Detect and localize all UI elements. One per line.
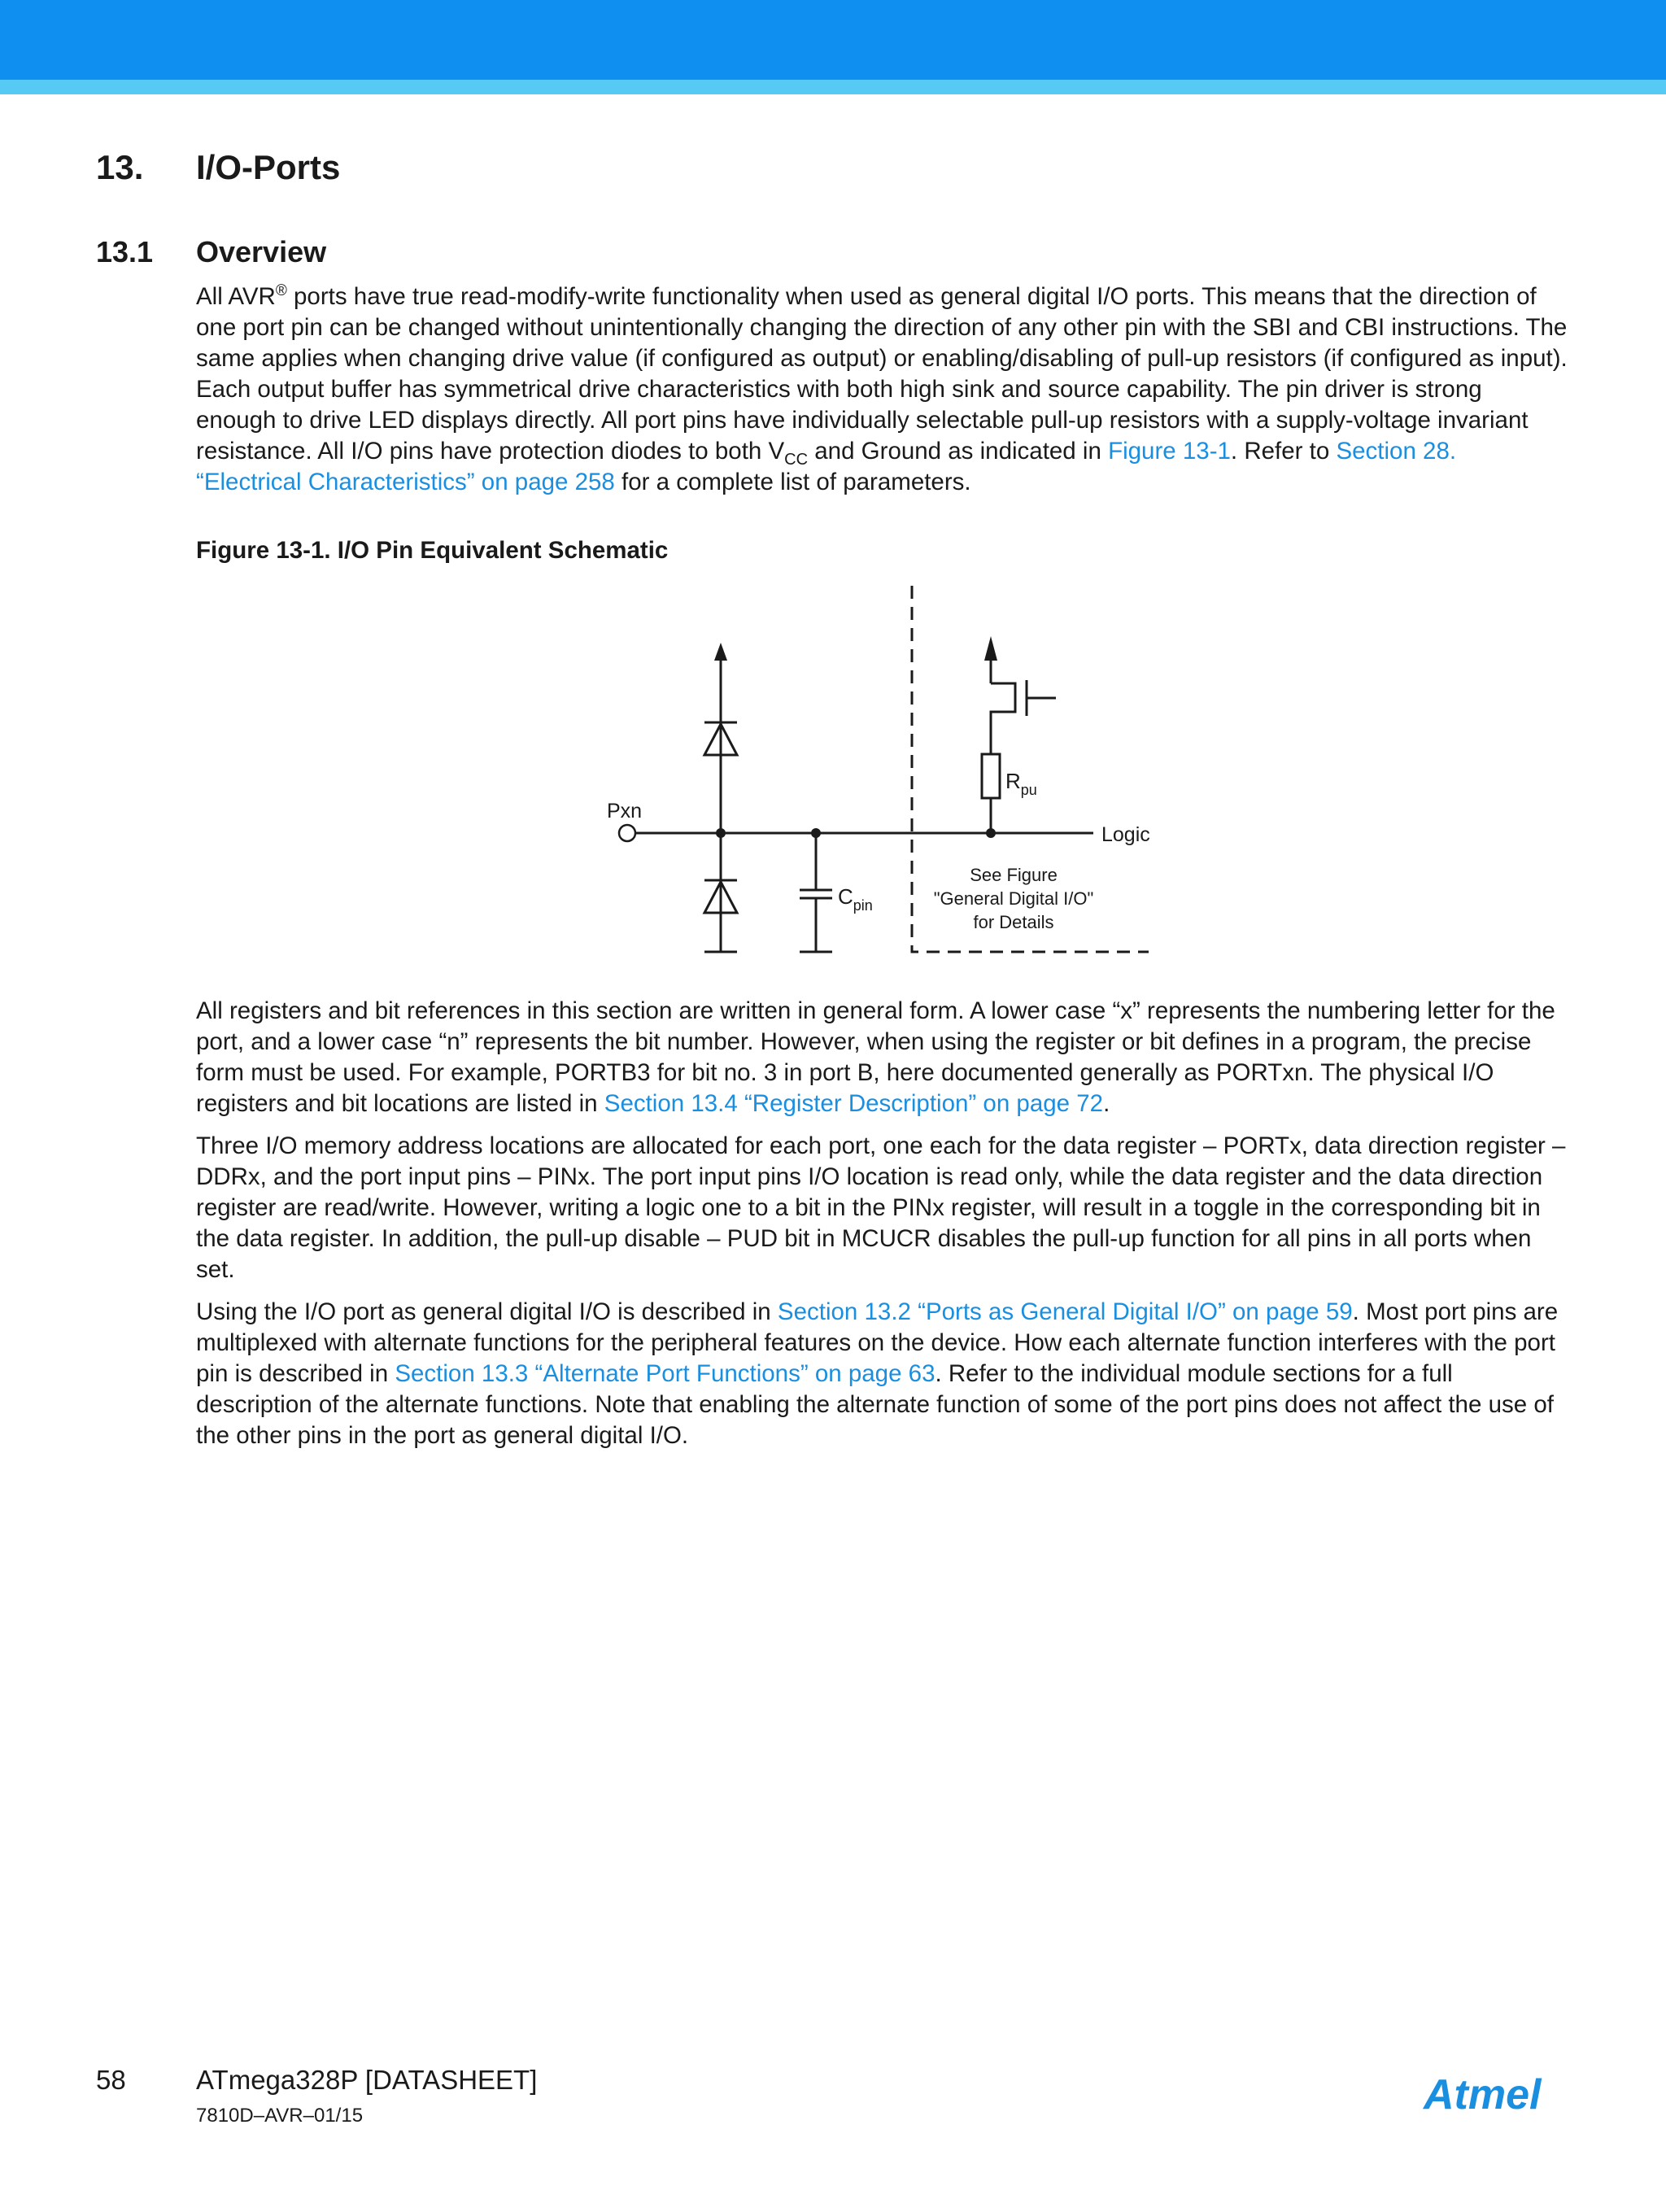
memory-address-paragraph: Three I/O memory address locations are allocated for each port, one each for the data register – PORTx, data direction register – DDRx, and the port input pins – PINx. The port input pins I/O location is read only, while the data register and the data direction register are read/write. However, writing a logic one to a bit in the PINx register, will result in a toggle in the corresponding bit in the data register. In addition, the pull-up disable – PUD bit in MCUCR disables the pull-up function for all pins in all ports when set. bbox=[196, 1132, 1566, 1283]
section-13-3-link[interactable]: Section 13.3 “Alternate Port Functions” on page 63 bbox=[395, 1360, 935, 1387]
registers-paragraph: All registers and bit references in this section are written in general form. A lower case “x” represents the numbering letter for the port, and a lower case “n” represents the bit number. However, when using the register or bit defines in a program, the precise form must be used. For example, PORTB3 for bit no. 3 in port B, here documented generally as PORTxn. The physical I/O registers and bit locations are listed in Section 13.4 “Register Description” on page 72. bbox=[196, 997, 1555, 1117]
atmel-logo bbox=[1422, 2068, 1573, 2118]
general-digital-io-label: "General Digital I/O" bbox=[933, 888, 1094, 909]
general-io-paragraph: Using the I/O port as general digital I/O is described in Section 13.2 “Ports as General Digital I/O” on page 59. Most port pins are multiplexed with alternate functions for the peripheral features on the device. How each alternate function interferes with the port pin is described in Section 13.3 “Alternate Port Functions” on page 63. Refer to the individual module sections for a full description of the alternate functions. Note that enabling the alternate function of some of the port pins does not affect the use of the other pins in the port as general digital I/O. bbox=[196, 1298, 1559, 1449]
logic-label: Logic bbox=[1101, 823, 1150, 846]
header-band bbox=[0, 0, 1666, 80]
header-stripe bbox=[0, 80, 1666, 94]
subsection-number: 13.1 bbox=[96, 235, 154, 268]
for-details-label: for Details bbox=[973, 912, 1054, 932]
section-13-4-link[interactable]: Section 13.4 “Register Description” on page 72 bbox=[604, 1090, 1104, 1117]
junction-dot bbox=[716, 828, 726, 838]
section-title: I/O-Ports bbox=[196, 148, 341, 186]
rpu-label: $R_{pu}$ bbox=[1005, 769, 1037, 798]
junction-dot bbox=[811, 828, 821, 838]
cpin-label: $C_{pin}$ bbox=[838, 884, 873, 914]
section-28-link[interactable]: Section 28. “Electrical Characteristics” on page 258 bbox=[196, 438, 1457, 495]
io-pin-schematic bbox=[569, 578, 1188, 968]
document-title: ATmega328P [DATASHEET] bbox=[196, 2065, 538, 2095]
overview-paragraph: All AVR® ports have true read-modify-write functionality when used as general digital I/O ports. This means that the direction of one port pin can be changed without unintentionally changing the direction of any other pin with the SBI and CBI instructions. The same applies when changing drive value (if configured as output) or enabling/disabling of pull-up resistors (if configured as input). Each output buffer has symmetrical drive characteristics with both high sink and source capability. The pin driver is strong enough to drive LED displays directly. All port pins have individually selectable pull-up resistors with a supply-voltage invariant resistance. All I/O pins have protection diodes to both $V_{CC}$ and Ground as indicated in Figure 13-1. Refer to Section 28. “Electrical Characteristics” on page 258 for a complete list of parameters. bbox=[196, 282, 1568, 495]
vcc-arrow-right-icon bbox=[984, 636, 997, 661]
vcc-arrow-left-icon bbox=[714, 643, 727, 661]
see-figure-label: See Figure bbox=[970, 865, 1058, 885]
pullup-resistor bbox=[982, 754, 1000, 798]
section-13-2-link[interactable]: Section 13.2 “Ports as General Digital I/O” on page 59 bbox=[777, 1298, 1353, 1325]
section-number: 13. bbox=[96, 148, 144, 186]
junction-dot bbox=[986, 828, 996, 838]
svg-text:Atmel: Atmel bbox=[1424, 2071, 1542, 2118]
pxn-terminal bbox=[619, 825, 635, 841]
pxn-label: Pxn bbox=[607, 800, 643, 822]
figure-caption: Figure 13-1. I/O Pin Equivalent Schematic bbox=[196, 537, 669, 564]
document-code: 7810D–AVR–01/15 bbox=[196, 2105, 364, 2127]
figure-13-1-link[interactable]: Figure 13-1 bbox=[1108, 438, 1231, 465]
subsection-title: Overview bbox=[196, 235, 327, 268]
page-number: 58 bbox=[96, 2065, 126, 2095]
